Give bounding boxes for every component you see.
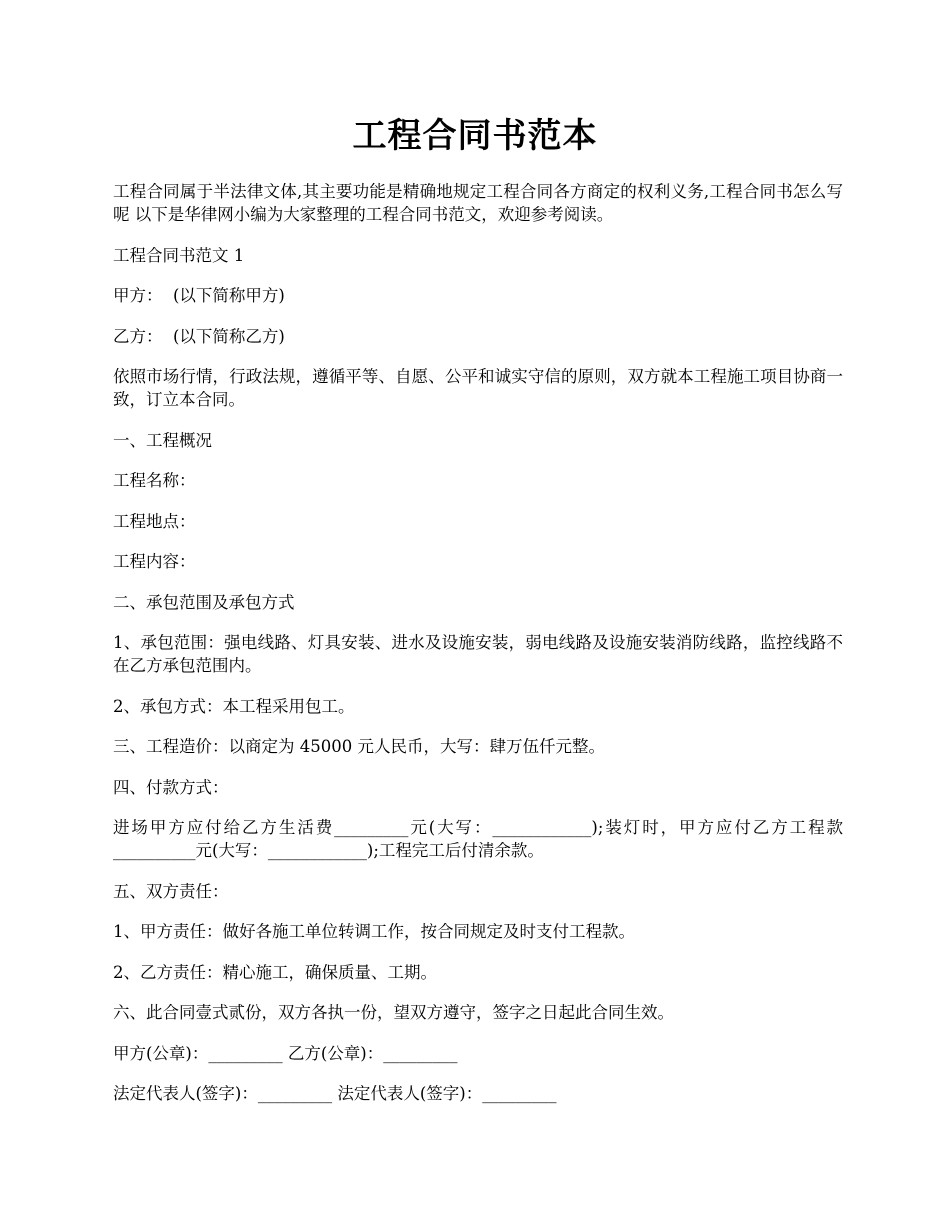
section-heading-responsibilities: 五、双方责任：	[113, 881, 229, 901]
preamble-paragraph: 依照市场行情，行政法规，遵循平等、自愿、公平和诚实守信的原则，双方就本工程施工项目协商一致，订立本合同。	[113, 367, 843, 409]
contract-method-paragraph: 2、承包方式：本工程采用包工。	[113, 696, 355, 716]
party-b-line: 乙方： (以下简称乙方)	[113, 326, 285, 346]
section-heading-sample-1: 工程合同书范文 1	[113, 245, 245, 265]
payment-paragraph: 进场甲方应付给乙方生活费_________元(大写：____________);装灯时，甲方应付乙方工程款__________元(大写：____________);工程完工后付清余款。	[113, 818, 843, 860]
scope-paragraph: 1、承包范围：强电线路、灯具安装、进水及设施安装，弱电线路及设施安装消防线路，监控线路不在乙方承包范围内。	[113, 633, 843, 675]
section-heading-payment: 四、付款方式：	[113, 777, 229, 797]
project-content-line: 工程内容：	[113, 552, 196, 571]
document-title: 工程合同书范本	[352, 116, 598, 156]
party-b-responsibility: 2、乙方责任：精心施工，确保质量、工期。	[113, 962, 437, 982]
seal-line: 甲方(公章)：_________ 乙方(公章)：_________	[113, 1043, 458, 1063]
party-a-line: 甲方： (以下简称甲方)	[113, 286, 285, 305]
party-a-responsibility: 1、甲方责任：做好各施工单位转调工作，按合同规定及时支付工程款。	[113, 922, 635, 941]
project-name-line: 工程名称：	[113, 471, 196, 490]
section-heading-overview: 一、工程概况	[113, 430, 212, 450]
signature-line: 法定代表人(签字)：_________ 法定代表人(签字)：_________	[113, 1084, 557, 1103]
price-paragraph: 三、工程造价：以商定为 45000 元人民币，大写：肆万伍仟元整。	[113, 737, 605, 756]
intro-paragraph: 工程合同属于半法律文体,其主要功能是精确地规定工程合同各方商定的权利义务,工程合同书怎么写呢 以下是华律网小编为大家整理的工程合同书范文，欢迎参考阅读。	[113, 182, 843, 224]
document-body	[113, 180, 843, 1123]
copies-clause: 六、此合同壹式贰份，双方各执一份，望双方遵守，签字之日起此合同生效。	[113, 1003, 674, 1022]
project-location-line: 工程地点：	[113, 511, 196, 531]
section-heading-scope: 二、承包范围及承包方式	[113, 592, 295, 612]
